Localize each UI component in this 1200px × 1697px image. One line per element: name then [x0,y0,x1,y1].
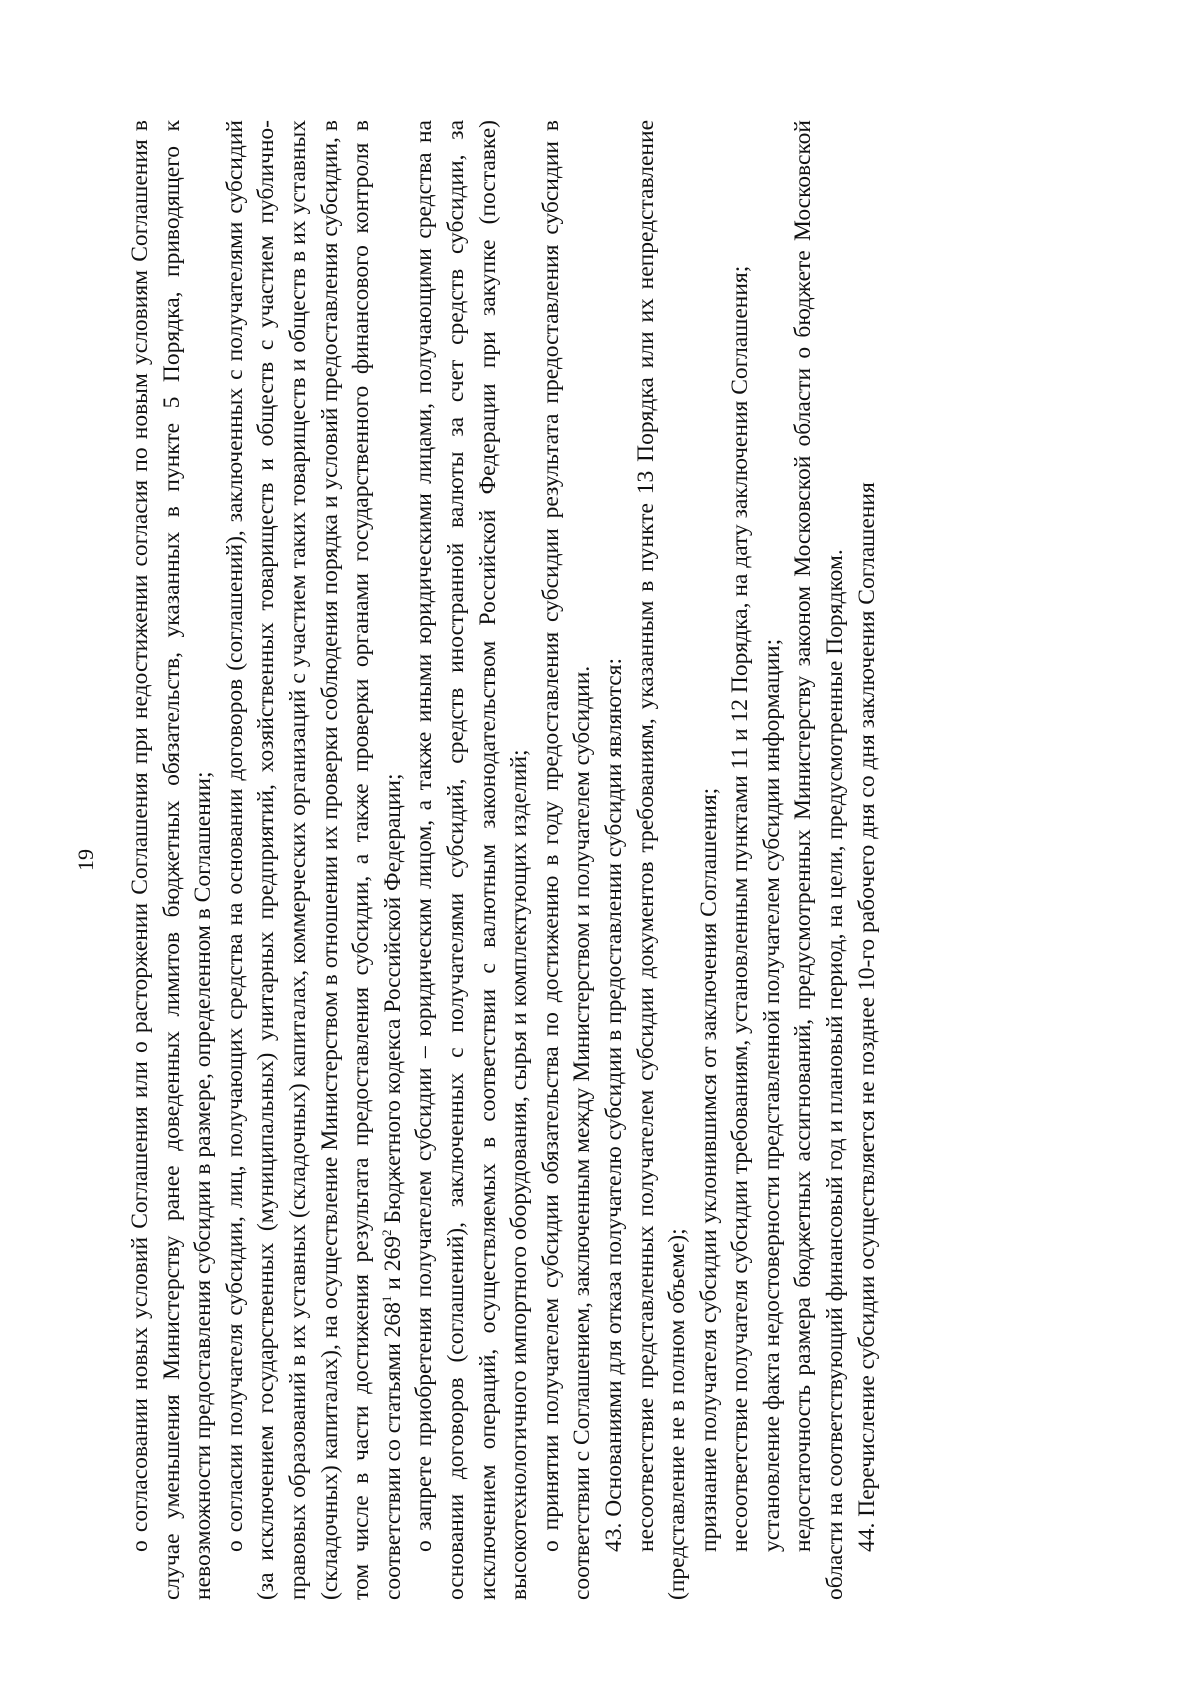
paragraph-refusal-grounds: 43. Основаниями для отказа получателю субсидии в предоставлении субсидии являются: [600,657,627,1552]
document-body [125,120,883,1600]
paragraph-transfer-deadline: 44. Перечисление субсидии осуществляется не позднее 10-го рабочего дня со дня заключения Соглашения [853,482,880,1552]
paragraph-insufficient-funds: недостаточность размера бюджетных ассигнований, предусмотренных Министерству законом Московской области о бюджете Московской области на соответствующий финансовый год и плановый период, на цели, предусмотренные Порядком. [790,120,849,1600]
paragraph-text: Бюджетного кодекса Российской Федерации; [379,773,406,1230]
paragraph-text: и 269 [379,1236,406,1296]
paragraph-false-information: установление факта недостоверности представленной получателем субсидии информации; [758,638,785,1552]
paragraph-result-obligation: о принятии получателем субсидии обязательства по достижению в году предоставления субсидии результата предоставления субсидии в соответствии с Соглашением, заключенным между Министерством и получателем субсидии. [537,120,596,1600]
paragraph-agreement-terms: о согласовании новых условий Соглашения или о расторжении Соглашения при недостижении согласия по новым условиям Соглашения в случае уменьшения Министерству ранее доведенных лимитов бюджетных обязательств, указанных в пункте 5 Порядка, приводящего к невозможности предоставления субсидии в размере, определенном в Соглашении; [127,120,217,1600]
paragraph-evasion: признание получателя субсидии уклонившимся от заключения Соглашения; [695,787,722,1552]
document-page [73,120,1005,1600]
paragraph-documents-mismatch: несоответствие представленных получателем субсидии документов требованиям, указанным в пункте 13 Порядка или их непредставление (представление не в полном объеме); [632,120,691,1600]
paragraph-requirements-mismatch: несоответствие получателя субсидии требованиям, установленным пунктами 11 и 12 Порядка, на дату заключения Соглашения; [727,265,754,1552]
paragraph-currency-ban: о запрете приобретения получателем субсидии – юридическим лицом, а также иными юридическими лицами, получающими средства на основании договоров (соглашений), заключенных с получателями субсидий, средств иностранной валюты за счет средств субсидии, за исключением операций, осуществляемых в соответствии с валютным законодательством Российской Федерации при закупке (поставке) высокотехнологичного импортного оборудования, сырья и комплектующих изделий; [411,120,533,1600]
page-number: 19 [73,849,98,871]
superscript-index: 2 [378,1229,394,1237]
superscript-index: 1 [378,1295,394,1303]
paragraph-text: о согласии получателя субсидии, лиц, получающих средства на основании договоров (соглашений), заключенных с получателями субсидий (за исключением государственных (муниципальных) унитарных предприятий, хозяйственных товариществ и обществ с участием публично-правовых образований в их уставных (складочных) капиталах, коммерческих организаций с участием таких товариществ и обществ в их уставных (складочных) капиталах), на осуществление Министерством в отношении их проверки соблюдения порядка и условий предоставления субсидии, в том числе в части достижения результата предоставления субсидии, а также проверки органами государственного финансового контроля в соответствии со статьями 268 [221,120,406,1600]
paragraph-consent-to-audit [220,120,410,1600]
